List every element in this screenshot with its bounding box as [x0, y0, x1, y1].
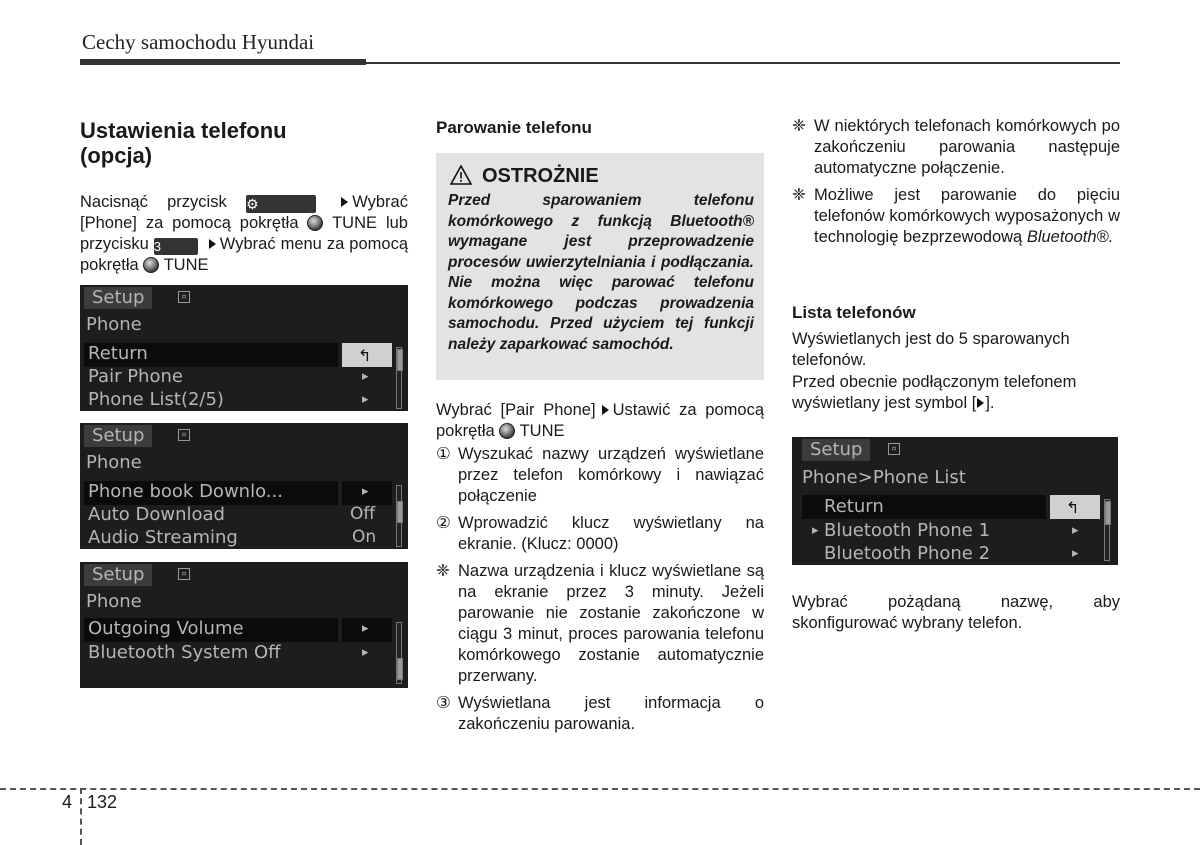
screen-setup-tab: Setup	[84, 425, 152, 447]
note-symbol: ❈	[792, 186, 806, 204]
tune-label: TUNE	[332, 214, 378, 232]
phone-list-paragraph-3: Wybrać pożądaną nazwę, aby skonfigurować wybrany telefon.	[792, 593, 1120, 632]
setup-screen-phone-1	[80, 285, 408, 411]
menu-item-audio-streaming[interactable]: Audio Streaming	[88, 527, 238, 548]
page-number: 132	[87, 792, 118, 812]
setup-screen-phone-list	[792, 437, 1118, 565]
tune-label: TUNE	[163, 256, 209, 274]
scrollbar-thumb[interactable]	[397, 501, 403, 523]
chevron-right-icon: ▸	[362, 645, 369, 660]
intro-paragraph	[80, 192, 408, 276]
setup-screen-phone-3	[80, 562, 408, 688]
arrow-right-icon	[209, 239, 216, 249]
menu-item-bluetooth-phone-2[interactable]: Bluetooth Phone 2	[824, 543, 991, 564]
intro-text-2: Wybrać [Phone] za pomocą pokrętła	[80, 193, 408, 232]
audio-streaming-value: On	[352, 527, 377, 547]
caution-title: OSTROŻNIE	[482, 165, 599, 187]
screen-path: Phone	[86, 314, 142, 335]
step-number: ③	[436, 694, 451, 712]
chapter-number: 4	[62, 792, 73, 812]
phone-mode-icon: ¤	[178, 291, 190, 303]
return-icon: ↰	[358, 346, 372, 365]
step-intro-text-2: Ustawić za pomocą pokrętła	[436, 401, 764, 440]
chevron-right-icon: ▸	[1072, 546, 1079, 561]
caution-body: Przed sparowaniem telefonu komórkowego z funkcją Bluetooth® wymagane jest przeprowadzenie procesów uwierzytelniania i podłączania. Nie można więc parować telefonu komórkowego podczas prowadzenia samochodu. Przed użyciem tej funkcji należy zaparkować samochód.	[448, 192, 754, 353]
list-item	[436, 693, 764, 735]
scrollbar-thumb[interactable]	[397, 658, 403, 680]
list-item	[792, 116, 1120, 179]
note-symbol: ❈	[436, 562, 450, 580]
return-icon: ↰	[1066, 498, 1080, 517]
warning-triangle-icon	[450, 165, 472, 185]
arrow-right-icon	[602, 405, 609, 415]
step-text: Wprowadzić klucz wyświetlany na ekranie. (Klucz: 0000)	[458, 514, 764, 553]
menu-item-auto-download[interactable]: Auto Download	[88, 504, 225, 525]
footer-dashed-divider	[80, 788, 82, 845]
footer-dashed-rule	[0, 788, 1200, 790]
connected-symbol-icon	[977, 398, 984, 408]
button-3-icon: 3	[154, 238, 198, 255]
menu-item-pair-phone[interactable]: Pair Phone	[88, 366, 183, 387]
phone-mode-icon: ¤	[178, 429, 190, 441]
menu-item-outgoing-volume[interactable]: Outgoing Volume	[88, 618, 244, 639]
p2-text-b: ].	[985, 394, 995, 412]
step-text: Wyszukać nazwy urządzeń wyświetlane przez telefon komórkowy i nawiązać połączenie	[458, 445, 764, 505]
note-text: W niektórych telefonach komórkowych po zakończeniu parowania następuje automatyczne połączenie.	[814, 117, 1120, 177]
connected-phone-icon: ▸	[812, 523, 819, 538]
chevron-right-icon: ▸	[362, 484, 369, 499]
scrollbar-thumb[interactable]	[397, 349, 403, 371]
setup-screen-phone-2	[80, 423, 408, 549]
screen-setup-tab: Setup	[84, 564, 152, 586]
header-rule-thick	[80, 59, 366, 65]
list-item	[436, 513, 764, 555]
tune-knob-icon	[143, 257, 159, 273]
step-intro-text-1: Wybrać [Pair Phone]	[436, 401, 596, 419]
intro-text-4: Wybrać menu za pomocą pokrętła	[80, 235, 408, 274]
step-number: ②	[436, 514, 451, 532]
p2-text-a: Przed obecnie podłączonym telefonem wyświetlany jest symbol [	[792, 373, 1077, 412]
scrollbar-thumb[interactable]	[1105, 501, 1111, 525]
phone-list-paragraph-1: Wyświetlanych jest do 5 sparowanych telefonów.	[792, 330, 1070, 369]
pairing-instruction	[436, 400, 764, 442]
note-italic: Bluetooth®.	[1026, 228, 1114, 246]
intro-text-1: Nacisnąć przycisk	[80, 193, 227, 211]
screen-setup-tab: Setup	[802, 439, 870, 461]
list-item	[792, 185, 1120, 248]
pairing-heading: Parowanie telefonu	[436, 118, 592, 137]
menu-item-return[interactable]: Return	[824, 496, 884, 517]
caution-box	[436, 153, 764, 380]
phone-list-paragraph-2	[792, 372, 1120, 414]
step-number: ①	[436, 445, 451, 463]
section-heading: Ustawienia telefonu (opcja)	[80, 118, 287, 168]
screen-setup-tab: Setup	[84, 287, 152, 309]
menu-item-bluetooth-system-off[interactable]: Bluetooth System Off	[88, 642, 281, 663]
screen-path: Phone	[86, 452, 142, 473]
menu-item-phone-list[interactable]: Phone List(2/5)	[88, 389, 224, 410]
chevron-right-icon: ▸	[362, 392, 369, 407]
chevron-right-icon: ▸	[362, 369, 369, 384]
phone-mode-icon: ¤	[888, 443, 900, 455]
menu-item-return[interactable]: Return	[88, 343, 148, 364]
screen-path: Phone	[86, 591, 142, 612]
running-header: Cechy samochodu Hyundai	[82, 30, 315, 54]
tune-knob-icon	[499, 423, 515, 439]
arrow-right-icon	[341, 197, 348, 207]
menu-item-phonebook-download[interactable]: Phone book Downlo...	[88, 481, 283, 502]
notes-block	[792, 116, 1120, 248]
chevron-right-icon: ▸	[1072, 523, 1079, 538]
header-rule-thin	[366, 62, 1120, 64]
list-item	[436, 561, 764, 687]
chevron-right-icon: ▸	[362, 621, 369, 636]
phone-mode-icon: ¤	[178, 568, 190, 580]
tune-knob-icon	[307, 215, 323, 231]
setup-button-icon: ⚙	[246, 195, 316, 213]
phone-list-heading: Lista telefonów	[792, 303, 916, 322]
tune-label: TUNE	[519, 422, 565, 440]
menu-item-bluetooth-phone-1[interactable]: Bluetooth Phone 1	[824, 520, 991, 541]
step-text: Wyświetlana jest informacja o zakończeniu parowania.	[458, 694, 764, 733]
screen-path: Phone>Phone List	[802, 467, 966, 488]
step-text: Nazwa urządzenia i klucz wyświetlane są na ekranie przez 3 minuty. Jeżeli parowanie nie zostanie zakończone w ciągu 3 minut, proces parowania telefonu komórkowego zostanie automatycznie przerwany.	[458, 562, 764, 685]
note-symbol: ❈	[792, 117, 806, 135]
intro-text-3: lub przycisku	[80, 214, 408, 253]
pairing-steps	[436, 444, 764, 735]
note-text: Możliwe jest parowanie do pięciu telefonów komórkowych wyposażonych w technologię bezprzewodową	[814, 186, 1120, 246]
auto-download-value: Off	[350, 504, 376, 524]
list-item	[436, 444, 764, 507]
